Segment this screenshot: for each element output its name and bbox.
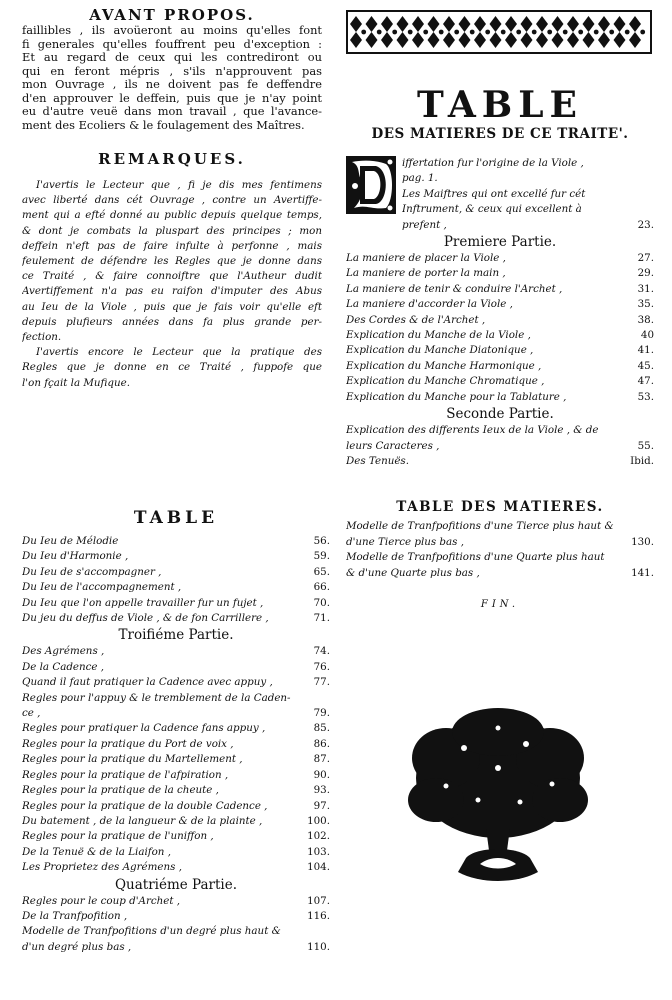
toc-entry-page	[628, 423, 654, 438]
part-heading-1: Premiere Partie.	[443, 234, 557, 251]
table-left-section	[22, 508, 330, 955]
dropcap-entries	[402, 156, 654, 233]
toc-entry	[346, 390, 654, 405]
toc-entry-page: 100.	[307, 814, 330, 827]
toc-entry-title: La maniere de porter la main ,	[346, 267, 506, 280]
toc-entry	[346, 374, 654, 389]
text-line: eu d'autre veuë dans mon travail , que l'avance-	[22, 105, 322, 118]
text-line: ment des Ecoliers & le foulagement des Maîtres.	[22, 118, 305, 132]
text-line: deffein n'eft pas de faire infulte à perfonne , mais	[22, 239, 322, 252]
text-line: I'avertis encore le Lecteur que la pratique des	[36, 346, 322, 359]
table-matieres-title: TABLE DES MATIERES.	[396, 499, 604, 516]
toc-entry-page	[628, 550, 654, 565]
text-line: au Ieu de la Viole , puis que je fais voir qu'elle eft	[22, 300, 322, 313]
toc-entry	[346, 282, 654, 297]
toc-entry-page: 74.	[313, 645, 330, 658]
toc-entry-title: Explication du Manche de la Viole ,	[346, 329, 531, 342]
toc-entry-page: 107.	[307, 894, 330, 907]
toc-entry	[22, 549, 330, 564]
toc-entry-page	[304, 924, 330, 939]
decorated-letter-d-icon	[346, 156, 396, 214]
toc-entry-page: 38.	[637, 313, 654, 326]
text-line: avec liberté dans cét Ouvrage , contre un Avertiffe-	[22, 194, 322, 207]
part-heading-2: Seconde Partie.	[446, 406, 554, 423]
toc-entry-title: Les Maiftres qui ont excellé fur cét	[402, 187, 586, 200]
toc-entry-title: Du Ieu de l'accompagnement ,	[22, 581, 182, 594]
toc-entry-title: prefent ,	[402, 218, 447, 231]
toc-entry	[22, 644, 330, 659]
toc-entry	[22, 737, 330, 752]
toc-entry-title: Explication du Manche pour la Tablature ,	[346, 390, 567, 403]
toc-entry-title: Du Ieu de s'accompagner ,	[22, 565, 162, 578]
toc-entry-title: Explication du Manche Diatonique ,	[346, 344, 534, 357]
toc-entry-page: 29.	[637, 267, 654, 280]
toc-entry-title: De la Cadence ,	[22, 660, 105, 673]
toc-entry-page: 55.	[637, 439, 654, 452]
toc-entry-title: Regles pour pratiquer la Cadence fans appuy ,	[22, 722, 266, 735]
text-line: qui en feront mépris , s'ils n'approuvent pas	[22, 64, 322, 78]
toc-entry-title: Regles pour la pratique du Martellement ,	[22, 753, 243, 766]
toc-entry	[22, 660, 330, 675]
toc-entry-title: Regles pour la pratique de l'afpiration ,	[22, 768, 229, 781]
text-line: Avertiffement n'a pas eu raifon d'imputer des Abus	[22, 285, 322, 298]
text-line: faillibles , ils avoüeront au moins qu'elles font	[22, 24, 322, 37]
toc-entry	[22, 940, 330, 955]
toc-entry-page: 45.	[637, 359, 654, 372]
toc-entry-page: 87.	[313, 753, 330, 766]
toc-entry-title: Explication du Manche Chromatique ,	[346, 375, 545, 388]
table-title: TABLE	[133, 508, 219, 528]
toc-entry	[346, 328, 654, 343]
toc-entry-page	[628, 171, 654, 186]
text-line: depuis plufieurs années dans fa plus grande per-	[22, 315, 322, 328]
toc-entry-title: Des Agrémens ,	[22, 645, 105, 658]
toc-entry-page: 66.	[313, 581, 330, 594]
table-entries-c	[22, 894, 330, 956]
part-heading-4: Quatriéme Partie.	[114, 876, 238, 893]
table-entries-part-1	[346, 251, 654, 405]
remarques-paragraph-2	[22, 345, 322, 391]
text-line: fection.	[22, 331, 62, 344]
toc-entry-page: 65.	[313, 565, 330, 578]
toc-entry	[346, 439, 654, 454]
toc-entry-title: Regles pour l'appuy & le tremblement de la Caden-	[22, 691, 291, 704]
table-entries-part-2	[346, 423, 654, 469]
toc-entry-title: De la Tranfpofition ,	[22, 909, 128, 922]
part-heading-3: Troifiéme Partie.	[118, 627, 234, 644]
toc-entry	[402, 202, 654, 217]
avant-propos-text	[22, 24, 322, 132]
toc-entry	[346, 454, 654, 469]
toc-entry-page: 70.	[313, 596, 330, 609]
toc-entry-title: La maniere d'accorder la Viole ,	[346, 298, 513, 311]
toc-entry	[402, 171, 654, 186]
toc-entry	[22, 894, 330, 909]
toc-entry-title: Du batement , de la langueur & de la plainte ,	[22, 814, 263, 827]
toc-entry-page: 77.	[313, 676, 330, 689]
toc-entry-page: 86.	[313, 737, 330, 750]
toc-entry-page: 47.	[637, 375, 654, 388]
toc-entry-title: Regles pour la pratique de la double Cadence ,	[22, 799, 268, 812]
toc-entry	[22, 596, 330, 611]
toc-entry-page	[628, 187, 654, 202]
toc-entry-title: Du Ieu de Mélodie	[22, 535, 119, 547]
tree-bouquet-ornament-icon	[406, 708, 590, 888]
toc-entry-page: 56.	[313, 535, 330, 547]
toc-entry	[346, 251, 654, 266]
toc-entry-title: Du Ieu que l'on appelle travailler fur un fujet ,	[22, 596, 264, 609]
toc-entry-title: Quand il faut pratiquer la Cadence avec appuy ,	[22, 676, 273, 689]
toc-entry-title: pag. 1.	[402, 172, 438, 185]
toc-entry-page: 31.	[637, 282, 654, 295]
toc-entry-page: 130.	[631, 535, 654, 548]
toc-entry-page: 79.	[313, 707, 330, 720]
toc-entry	[402, 218, 654, 233]
toc-entry	[346, 535, 654, 550]
toc-entry-title: Explication des differents Ieux de la Viole , & de	[346, 424, 599, 437]
toc-entry	[22, 829, 330, 844]
avant-propos-section	[22, 6, 322, 391]
toc-entry	[22, 909, 330, 924]
text-line: Regles que je donne en ce Traité , fuppofe que	[22, 361, 322, 374]
toc-entry-page: 41.	[637, 344, 654, 357]
toc-entry-page: 23.	[637, 218, 654, 231]
floral-band-ornament-icon	[346, 10, 652, 54]
text-line: ment qui a efté donné au public depuis quelque temps,	[22, 209, 322, 222]
toc-entry	[22, 580, 330, 595]
toc-entry	[22, 534, 330, 549]
toc-entry-page: 102.	[307, 830, 330, 843]
toc-entry-title: Des Tenuës.	[346, 454, 409, 467]
toc-entry-title: d'un degré plus bas ,	[22, 940, 132, 953]
fin-label: FIN.	[480, 598, 520, 610]
toc-entry-title: Inftrument, & ceux qui excellent à	[402, 203, 582, 216]
toc-entry	[22, 721, 330, 736]
toc-entry	[22, 691, 330, 706]
toc-entry-page: 27.	[637, 252, 654, 265]
toc-entry	[22, 768, 330, 783]
toc-entry-page	[628, 519, 654, 534]
toc-entry	[22, 814, 330, 829]
text-line: Et au regard de ceux qui les contrediront ou	[22, 51, 322, 64]
toc-entry-title: leurs Caracteres ,	[346, 439, 440, 452]
toc-entry	[346, 343, 654, 358]
toc-entry-title: Regles pour la pratique de la cheute ,	[22, 784, 219, 797]
toc-entry-title: Regles pour la pratique de l'uniffon ,	[22, 830, 214, 843]
toc-entry	[22, 752, 330, 767]
toc-entry-title: Regles pour la pratique du Port de voix ,	[22, 737, 234, 750]
toc-entry	[22, 675, 330, 690]
text-line: d'en approuver le deffein, puis que je n'ay point	[22, 91, 322, 105]
toc-entry	[346, 423, 654, 438]
main-table-title: TABLE	[417, 84, 583, 126]
toc-entry	[346, 566, 654, 581]
remarques-title: REMARQUES.	[98, 150, 246, 168]
toc-entry-page: 93.	[313, 784, 330, 797]
text-line: I'avertis le Lecteur que , fi je dis mes fentimens	[36, 179, 322, 191]
toc-entry-title: iffertation fur l'origine de la Viole ,	[402, 157, 584, 169]
table-entries-a	[22, 534, 330, 626]
main-table-subtitle: DES MATIERES DE CE TRAITE'.	[371, 126, 629, 142]
toc-entry	[346, 550, 654, 565]
toc-entry-page: 85.	[313, 722, 330, 735]
toc-entry-title: & d'une Quarte plus bas ,	[346, 566, 480, 579]
text-line: feulement de défendre les Regles que je donne dans	[22, 255, 322, 268]
toc-entry	[22, 611, 330, 626]
toc-entry	[22, 860, 330, 875]
toc-entry-title: Explication du Manche Harmonique ,	[346, 359, 542, 372]
toc-entry-title: La maniere de placer la Viole ,	[346, 252, 506, 265]
toc-entry	[346, 266, 654, 281]
toc-entry-title: De la Tenuë & de la Liaifon ,	[22, 845, 171, 858]
remarques-text	[22, 178, 322, 391]
toc-entry-page: 110.	[307, 940, 330, 953]
toc-entry-title: Les Proprietez des Agrémens ,	[22, 861, 182, 874]
toc-entry	[22, 565, 330, 580]
toc-entry-title: ce ,	[22, 707, 41, 720]
toc-entry-title: La maniere de tenir & conduire l'Archet ,	[346, 282, 563, 295]
dropcap-block	[346, 156, 654, 233]
toc-entry-page: 116.	[307, 909, 330, 922]
toc-entry-title: Modelle de Tranfpofitions d'une Tierce plus haut &	[346, 520, 614, 533]
toc-entry-page	[304, 691, 330, 706]
table-right-section	[346, 10, 654, 610]
remarques-paragraph-1	[22, 178, 322, 345]
toc-entry	[22, 845, 330, 860]
toc-entry-page: Ibid.	[630, 454, 654, 467]
text-line: & dont je combats la pluspart des principes ; mon	[22, 224, 322, 237]
toc-entry	[22, 924, 330, 939]
toc-entry	[346, 313, 654, 328]
toc-entry-page: 71.	[313, 612, 330, 625]
toc-entry-page: 35.	[637, 298, 654, 311]
table-matieres-entries	[346, 519, 654, 581]
text-line: fi generales qu'elles fouffrent peu d'exception :	[22, 37, 322, 51]
table-entries-b	[22, 644, 330, 875]
toc-entry-title: Modelle de Tranfpofitions d'un degré plus haut &	[22, 925, 281, 938]
toc-entry	[402, 156, 654, 171]
toc-entry-title: Des Cordes & de l'Archet ,	[346, 313, 486, 326]
toc-entry-page: 97.	[313, 799, 330, 812]
toc-entry	[22, 706, 330, 721]
toc-entry	[346, 297, 654, 312]
text-line: ce Traité , & faire connoiftre que l'Autheur dudit	[22, 270, 322, 283]
text-line: mon Ouvrage , ils ne doivent pas fe deffendre	[22, 78, 322, 91]
toc-entry-page: 59.	[313, 550, 330, 563]
text-line: l'on fçait la Mufique.	[22, 376, 130, 389]
toc-entry-page: 53.	[637, 390, 654, 403]
toc-entry	[22, 783, 330, 798]
toc-entry-title: Du jeu du deffus de Viole , & de fon Carrillere ,	[22, 612, 269, 625]
toc-entry	[402, 187, 654, 202]
toc-entry-title: d'une Tierce plus bas ,	[346, 535, 464, 548]
running-header: AVANT PROPOS.	[89, 6, 255, 24]
toc-entry-page: 103.	[307, 845, 330, 858]
toc-entry	[346, 519, 654, 534]
toc-entry-page	[628, 202, 654, 217]
toc-entry-page: 104.	[307, 861, 330, 874]
toc-entry-page: 40	[640, 329, 654, 342]
toc-entry-title: Modelle de Tranfpofitions d'une Quarte plus haut	[346, 551, 605, 564]
toc-entry-title: Du Ieu d'Harmonie ,	[22, 550, 129, 563]
toc-entry-page	[628, 156, 654, 171]
toc-entry-page: 76.	[313, 660, 330, 673]
toc-entry	[346, 359, 654, 374]
toc-entry-page: 90.	[313, 768, 330, 781]
toc-entry-title: Regles pour le coup d'Archet ,	[22, 894, 181, 907]
toc-entry	[22, 799, 330, 814]
toc-entry-page: 141.	[631, 566, 654, 579]
